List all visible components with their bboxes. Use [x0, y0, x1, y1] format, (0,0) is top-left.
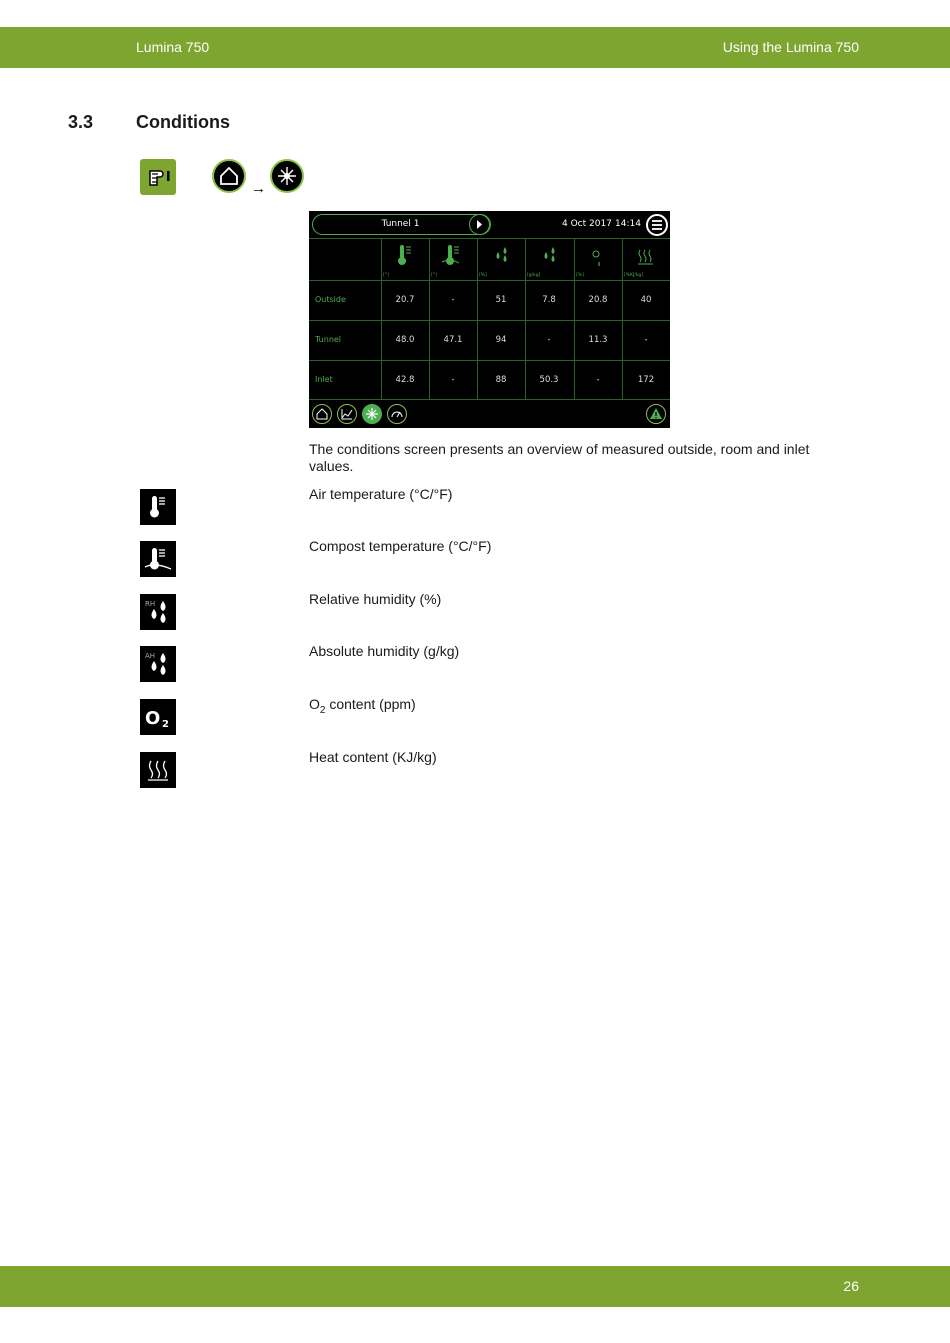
compost-temperature-icon	[429, 238, 477, 270]
table-cell: 51	[495, 295, 507, 305]
hand-icon	[140, 159, 176, 195]
relative-humidity-icon	[477, 238, 525, 270]
description-text: The conditions screen presents an overview of measured outside, room and inlet values.	[309, 441, 810, 474]
conditions-tab-icon[interactable]	[362, 404, 382, 424]
navigation-arrow: →	[251, 180, 266, 197]
home-icon[interactable]	[212, 159, 246, 193]
column-air-temperature	[381, 238, 429, 280]
o2-label-subscript: 2	[319, 704, 326, 716]
table-cell: 94	[495, 335, 507, 345]
o2-glyph-subscript: 2	[162, 719, 169, 730]
legend-label: Air temperature (°C/°F)	[309, 486, 453, 502]
column-o2-content	[574, 238, 622, 280]
rh-tag: RH	[145, 600, 156, 608]
table-cell: 11.3	[588, 335, 608, 345]
column-relative-humidity	[477, 238, 525, 280]
table-cell: -	[451, 295, 455, 305]
table-cell: 40	[640, 295, 652, 305]
table-cell: -	[596, 375, 600, 385]
column-unit: [°]	[383, 273, 389, 278]
heat-content-icon	[622, 238, 670, 270]
ah-tag: AH	[145, 652, 156, 660]
legend-label: Relative humidity (%)	[309, 591, 442, 607]
absolute-humidity-icon	[140, 646, 176, 682]
table-cell: 172	[637, 375, 655, 385]
legend-label: Heat content (KJ/kg)	[309, 749, 437, 765]
column-compost-temperature	[429, 238, 477, 280]
gauge-icon[interactable]	[387, 404, 407, 424]
table-cell: -	[451, 375, 455, 385]
page-header	[0, 27, 950, 68]
absolute-humidity-icon	[525, 238, 573, 270]
o2-icon	[574, 238, 622, 270]
relative-humidity-icon	[140, 594, 176, 630]
controller-screen	[309, 211, 670, 428]
table-cell: 47.1	[443, 335, 463, 345]
column-absolute-humidity	[525, 238, 573, 280]
table-cell: 48.0	[395, 335, 415, 345]
row-label-outside: Outside	[315, 295, 346, 304]
section-title: Conditions	[136, 112, 230, 132]
table-cell: -	[547, 335, 551, 345]
table-cell: 88	[495, 375, 507, 385]
section-number: 3.3	[68, 112, 94, 132]
column-unit: [%]	[576, 273, 584, 278]
table-cell: 20.7	[395, 295, 415, 305]
page-footer	[0, 1266, 950, 1307]
heat-content-icon	[140, 752, 176, 788]
column-unit: [%KJ/kg]	[624, 273, 644, 278]
o2-icon	[140, 699, 176, 735]
o2-label-suffix: content (ppm)	[325, 696, 416, 712]
column-heat-content	[622, 238, 670, 280]
o2-label-prefix: O	[309, 696, 320, 712]
header-product-name: Lumina 750	[136, 39, 210, 55]
table-cell: 7.8	[542, 295, 556, 305]
legend-label: Absolute humidity (g/kg)	[309, 643, 460, 659]
air-temperature-icon	[140, 489, 176, 525]
column-unit: [%]	[479, 273, 487, 278]
row-label-tunnel: Tunnel	[315, 335, 342, 344]
device-date: 4 Oct 2017	[562, 219, 612, 229]
tunnel-title: Tunnel 1	[381, 219, 420, 229]
menu-icon[interactable]	[646, 214, 668, 236]
conditions-table	[309, 238, 670, 400]
legend-label: Compost temperature (°C/°F)	[309, 538, 492, 554]
table-cell: 42.8	[395, 375, 415, 385]
column-unit: [°]	[431, 273, 437, 278]
row-label-inlet: Inlet	[315, 375, 333, 384]
header-chapter-title: Using the Lumina 750	[722, 39, 859, 55]
next-tunnel-button[interactable]	[469, 214, 490, 235]
home-icon[interactable]	[312, 404, 332, 424]
graph-icon[interactable]	[337, 404, 357, 424]
table-cell: 50.3	[539, 375, 559, 385]
compost-temperature-icon	[140, 541, 176, 577]
o2-glyph: O	[145, 708, 161, 729]
table-cell: 20.8	[588, 295, 608, 305]
alarm-icon[interactable]	[646, 404, 666, 424]
legend-label	[309, 696, 416, 716]
air-temperature-icon	[381, 238, 429, 270]
column-unit: [g/kg]	[527, 273, 541, 278]
table-cell: -	[644, 335, 648, 345]
device-bottom-bar	[309, 400, 670, 428]
device-time: 14:14	[615, 219, 641, 229]
conditions-icon[interactable]	[270, 159, 304, 193]
page-number: 26	[843, 1278, 859, 1294]
